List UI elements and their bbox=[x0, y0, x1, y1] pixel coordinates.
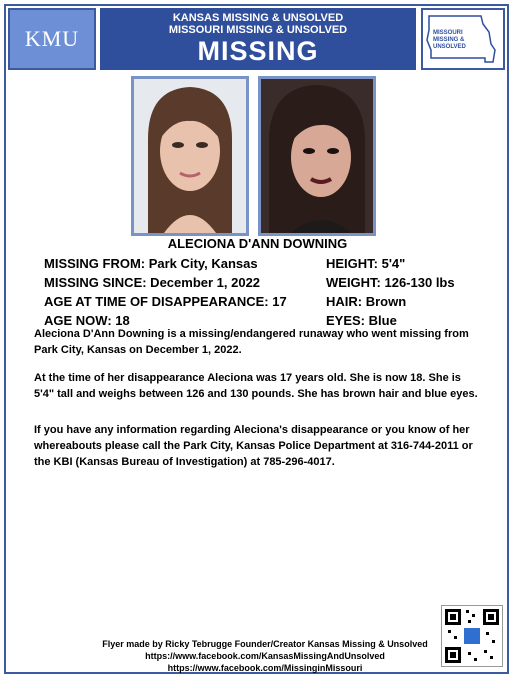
hair: HAIR: Brown bbox=[326, 294, 407, 309]
footer-link-kansas[interactable]: https://www.facebook.com/KansasMissingAndUnsolved bbox=[145, 651, 385, 661]
missing-since: MISSING SINCE: December 1, 2022 bbox=[44, 275, 261, 290]
photo-1 bbox=[131, 76, 249, 236]
footer bbox=[80, 638, 450, 674]
missing-from: MISSING FROM: Park City, Kansas bbox=[44, 256, 258, 271]
banner-title: MISSING bbox=[197, 36, 319, 66]
missouri-logo bbox=[421, 8, 505, 70]
eyes: EYES: Blue bbox=[326, 313, 397, 328]
header bbox=[8, 8, 505, 70]
kmu-logo-text: KMU bbox=[24, 26, 80, 51]
qr-code-icon bbox=[442, 606, 502, 666]
portrait-1-image bbox=[134, 79, 246, 233]
footer-link-missouri[interactable]: https://www.facebook.com/MissinginMissouri bbox=[167, 663, 363, 673]
age-at-disappearance: AGE AT TIME OF DISAPPEARANCE: 17 bbox=[44, 294, 287, 309]
height: HEIGHT: 5'4" bbox=[326, 256, 406, 271]
age-now: AGE NOW: 18 bbox=[44, 313, 130, 328]
banner-line-missouri: MISSOURI MISSING & UNSOLVED bbox=[168, 24, 348, 36]
contact-paragraph: If you have any information regarding Aleciona's disappearance or you know of her whereabouts please call the Park City, Kansas Police Department at 316-744-2011 or the KBI (Kansas Bureau of Investigation) at 785-296-4017. bbox=[34, 424, 473, 468]
info-right-column bbox=[326, 254, 455, 330]
missouri-logo-text: MISSOURI MISSING & UNSOLVED bbox=[433, 30, 466, 50]
summary-paragraph: Aleciona D'Ann Downing is a missing/endangered runaway who went missing from Park City, Kansas on December 1, 2022. bbox=[34, 328, 469, 356]
person-name: ALECIONA D'ANN DOWNING bbox=[167, 236, 348, 251]
photo-2 bbox=[258, 76, 376, 236]
portrait-2-image bbox=[261, 79, 373, 233]
description-paragraph: At the time of her disappearance Aleciona was 17 years old. She is now 18. She is 5'4" tall and weighs between 126 and 130 pounds. She has brown hair and blue eyes. bbox=[34, 372, 478, 400]
banner-line-kansas: KANSAS MISSING & UNSOLVED bbox=[172, 12, 344, 24]
footer-credit: Flyer made by Ricky Tebrugge Founder/Creator Kansas Missing & Unsolved bbox=[102, 639, 428, 649]
qr-code bbox=[441, 605, 503, 667]
weight: WEIGHT: 126-130 lbs bbox=[326, 275, 455, 290]
info-left-column bbox=[44, 254, 287, 330]
kmu-logo bbox=[8, 8, 96, 70]
title-banner bbox=[100, 8, 416, 70]
